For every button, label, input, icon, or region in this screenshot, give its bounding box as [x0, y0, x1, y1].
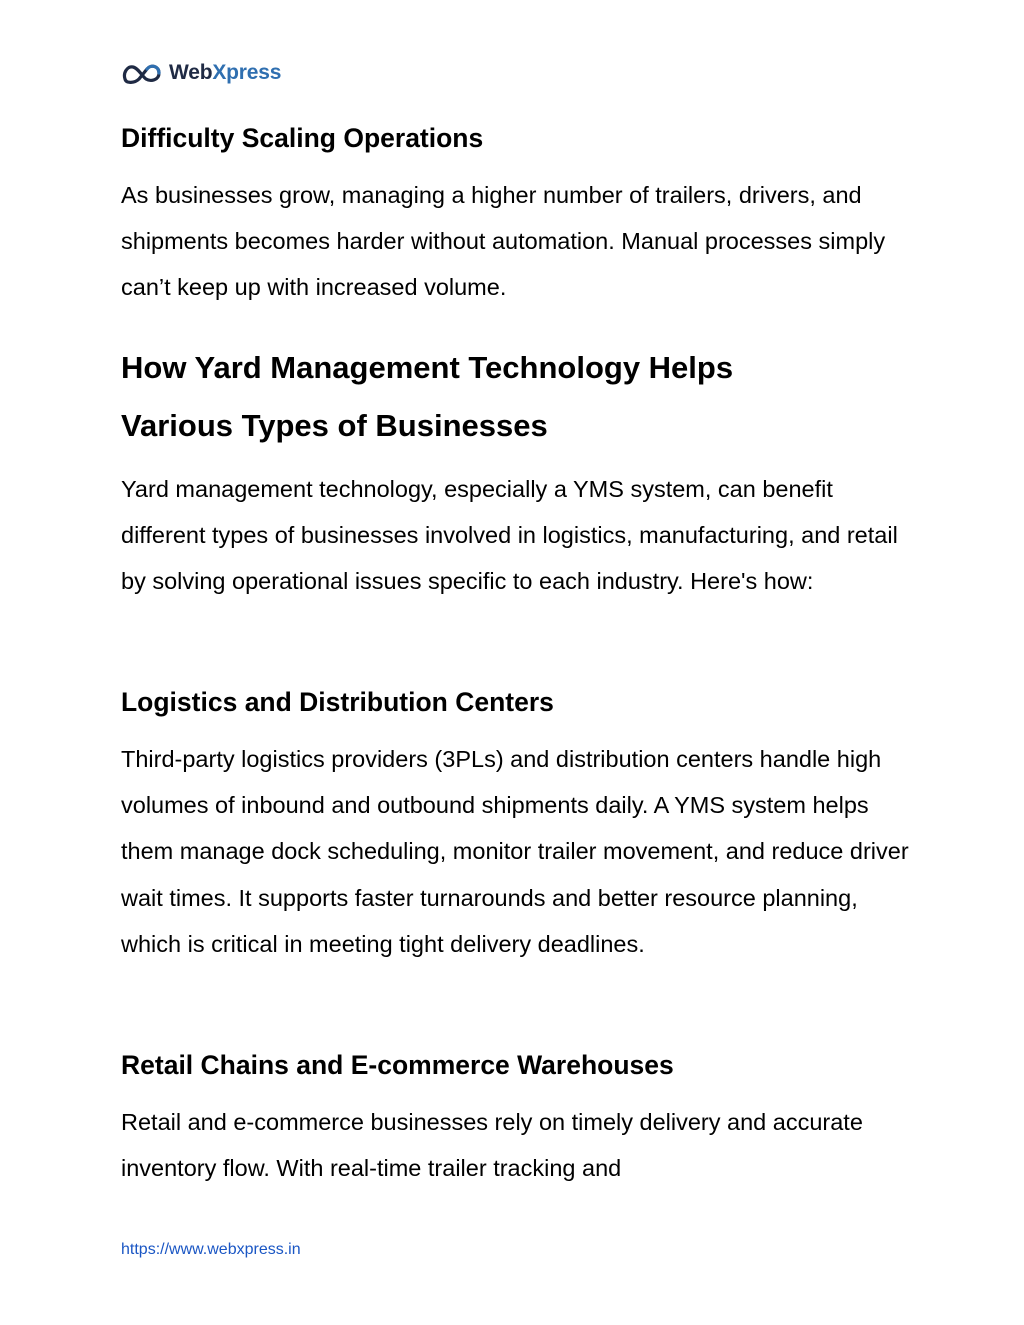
brand-name-part1: Web [169, 61, 213, 84]
footer-url-link[interactable]: https://www.webxpress.in [121, 1241, 301, 1258]
section-body-retail: Retail and e-commerce businesses rely on timely delivery and accurate inventory flow. With real-time trailer tracking and [121, 1109, 863, 1182]
brand-logo [121, 60, 281, 86]
brand-name-part2: Xpress [212, 61, 282, 84]
main-heading-yard-management: How Yard Management Technology Helps Various Types of Businesses [121, 350, 734, 443]
infinity-logo-icon [121, 60, 163, 86]
section-body-logistics: Third-party logistics providers (3PLs) and distribution centers handle high volumes of inbound and outbound shipments daily. A YMS system helps them manage dock scheduling, monitor trailer movement, and reduce driver wait times. It supports faster turnarounds and better resource planning, which is critical in meeting tight delivery deadlines. [121, 746, 909, 957]
brand-name [169, 61, 281, 85]
section-heading-scaling: Difficulty Scaling Operations [121, 123, 484, 153]
section-heading-logistics: Logistics and Distribution Centers [121, 687, 554, 717]
section-body-yard-management: Yard management technology, especially a YMS system, can benefit different types of businesses involved in logistics, manufacturing, and retail by solving operational issues specific to each industry. Here's how: [121, 476, 898, 595]
section-heading-retail: Retail Chains and E-commerce Warehouses [121, 1050, 674, 1080]
section-body-scaling: As businesses grow, managing a higher number of trailers, drivers, and shipments becomes harder without automation. Manual processes simply can’t keep up with increased volume. [121, 182, 886, 301]
